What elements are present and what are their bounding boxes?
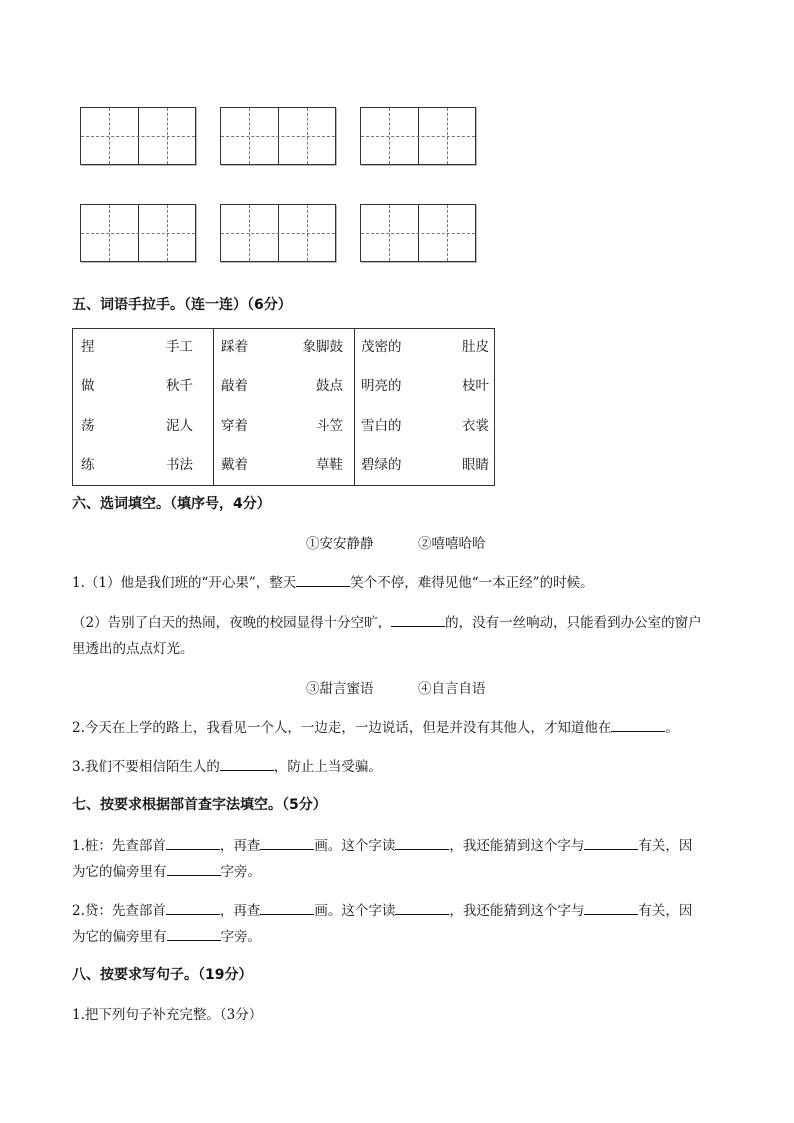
section-eight-title: 八、按要求写句子。（19分） [72, 967, 253, 983]
match-word[interactable]: 碧绿的 [361, 457, 402, 473]
match-word[interactable]: 书法 [166, 457, 193, 473]
answer-blank[interactable] [395, 900, 449, 915]
match-word[interactable]: 象脚鼓 [302, 339, 343, 355]
section-five-title: 五、词语手拉手。（连一连）（6分） [72, 297, 292, 313]
writing-grid[interactable] [220, 204, 336, 262]
answer-blank[interactable] [167, 926, 221, 941]
match-word[interactable]: 茂密的 [361, 339, 402, 355]
section-seven-title: 七、按要求根据部首查字法填空。（5分） [72, 797, 327, 813]
word-choice-3: ③甜言蜜语 [306, 681, 374, 697]
answer-blank[interactable] [167, 861, 221, 876]
match-word[interactable]: 明亮的 [361, 378, 402, 394]
match-word[interactable]: 鼓点 [316, 378, 343, 394]
matching-column-3 [354, 329, 495, 485]
answer-blank[interactable] [220, 756, 274, 771]
match-word[interactable]: 眼睛 [462, 457, 489, 473]
answer-blank[interactable] [391, 612, 445, 627]
question-1-2: （2）告别了白天的热闹，夜晚的校园显得十分空旷， 的，没有一丝响动，只能看到办公室的窗户 [72, 611, 702, 631]
sentence-question-1: 1.把下列句子补充完整。（3分） [72, 1007, 263, 1023]
word-choice-4: ④自言自语 [418, 681, 486, 697]
answer-blank[interactable] [260, 835, 314, 850]
answer-blank[interactable] [584, 900, 638, 915]
answer-blank[interactable] [166, 835, 220, 850]
answer-blank[interactable] [260, 900, 314, 915]
answer-blank[interactable] [166, 900, 220, 915]
writing-grid[interactable] [80, 204, 196, 262]
radical-question-1-cont: 为它的偏旁里有 字旁。 [72, 860, 261, 880]
answer-blank[interactable] [584, 835, 638, 850]
match-word[interactable]: 敲着 [221, 378, 248, 394]
match-word[interactable]: 手工 [166, 339, 193, 355]
word-choice-1: ①安安静静 [306, 536, 374, 552]
match-word[interactable]: 泥人 [166, 418, 193, 434]
match-word[interactable]: 穿着 [221, 418, 248, 434]
match-word[interactable]: 肚皮 [462, 339, 489, 355]
answer-blank[interactable] [611, 717, 665, 732]
writing-grid[interactable] [360, 107, 476, 165]
match-word[interactable]: 荡 [81, 418, 95, 434]
writing-grid[interactable] [80, 107, 196, 165]
match-word[interactable]: 踩着 [221, 339, 248, 355]
matching-column-1 [73, 329, 213, 485]
match-word[interactable]: 雪白的 [361, 418, 402, 434]
match-word[interactable]: 练 [81, 457, 95, 473]
question-2: 2.今天在上学的路上，我看见一个人，一边走，一边说话，但是并没有其他人，才知道他在 。 [72, 716, 679, 736]
radical-question-1: 1.桩：先查部首 ，再查 画。这个字读 ，我还能猜到这个字与 有关，因 [72, 834, 692, 854]
match-word[interactable]: 戴着 [221, 457, 248, 473]
writing-grid[interactable] [360, 204, 476, 262]
question-1-2-cont: 里透出的点点灯光。 [72, 641, 194, 657]
match-word[interactable]: 草鞋 [316, 457, 343, 473]
section-six-title: 六、选词填空。（填序号，4分） [72, 496, 271, 512]
match-word[interactable]: 衣裳 [462, 418, 489, 434]
radical-question-2-cont: 为它的偏旁里有 字旁。 [72, 925, 261, 945]
match-word[interactable]: 秋千 [166, 378, 193, 394]
match-word[interactable]: 斗笠 [316, 418, 343, 434]
match-word[interactable]: 做 [81, 378, 95, 394]
matching-column-2 [213, 329, 355, 485]
answer-blank[interactable] [296, 572, 350, 587]
writing-grid[interactable] [220, 107, 336, 165]
matching-table [72, 328, 495, 486]
match-word[interactable]: 枝叶 [462, 378, 489, 394]
radical-question-2: 2.贷：先查部首 ，再查 画。这个字读 ，我还能猜到这个字与 有关，因 [72, 899, 692, 919]
question-3: 3.我们不要相信陌生人的 ，防止上当受骗。 [72, 755, 382, 775]
word-choice-2: ②嘻嘻哈哈 [418, 536, 486, 552]
answer-blank[interactable] [395, 835, 449, 850]
question-1-1: 1.（1）他是我们班的“开心果”，整天 笑个不停，难得见他“一本正经”的时候。 [72, 571, 594, 591]
match-word[interactable]: 捏 [81, 339, 95, 355]
